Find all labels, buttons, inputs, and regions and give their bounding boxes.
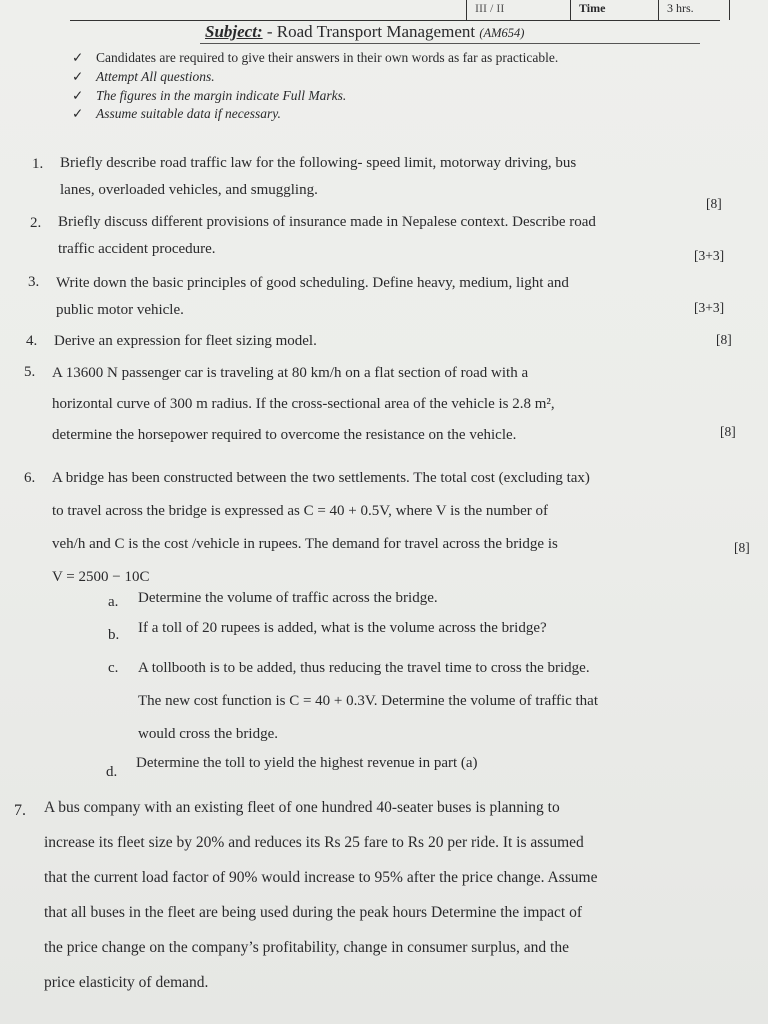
question-7 bbox=[44, 790, 744, 1000]
marks: [8] bbox=[716, 332, 732, 347]
question-line: lanes, overloaded vehicles, and smuggling. bbox=[60, 182, 318, 198]
subpart-text: Determine the volume of traffic across the bridge. bbox=[138, 590, 438, 606]
instruction-item bbox=[72, 106, 281, 122]
question-number: 2. bbox=[30, 215, 42, 231]
check-icon: ✓ bbox=[72, 88, 84, 103]
question-6 bbox=[52, 462, 712, 594]
question-line: that the current load factor of 90% would increase to 95% after the price change. Assume bbox=[44, 869, 598, 886]
question-number: 5. bbox=[24, 364, 36, 380]
question-line: Briefly describe road traffic law for the following- speed limit, motorway driving, bus bbox=[60, 155, 577, 171]
question-number: 4. bbox=[26, 333, 38, 349]
instruction-item bbox=[72, 88, 346, 104]
subpart-label: a. bbox=[108, 594, 119, 610]
question-line: horizontal curve of 300 m radius. If the cross-sectional area of the vehicle is 2.8 m², bbox=[52, 396, 555, 412]
header-cell-time-value: 3 hrs. bbox=[658, 0, 730, 20]
question-line: public motor vehicle. bbox=[56, 302, 184, 318]
marks: [8] bbox=[720, 424, 736, 439]
subpart-label: b. bbox=[108, 627, 120, 643]
subject-rule bbox=[200, 43, 700, 44]
question-line: Briefly discuss different provisions of insurance made in Nepalese context. Describe road bbox=[58, 214, 596, 230]
question-line: increase its fleet size by 20% and reduces its Rs 25 fare to Rs 20 per ride. It is assumed bbox=[44, 834, 584, 851]
subpart-line: would cross the bridge. bbox=[138, 726, 278, 742]
marks: [8] bbox=[706, 196, 722, 211]
subpart-text: If a toll of 20 rupees is added, what is the volume across the bridge? bbox=[138, 620, 547, 636]
question-line: veh/h and C is the cost /vehicle in rupees. The demand for travel across the bridge is bbox=[52, 536, 558, 552]
subpart-label: c. bbox=[108, 660, 119, 676]
question-line: A bridge has been constructed between the two settlements. The total cost (excluding tax) bbox=[52, 470, 590, 486]
subject-line bbox=[205, 22, 524, 42]
question-line: A 13600 N passenger car is traveling at 80 km/h on a flat section of road with a bbox=[52, 365, 529, 381]
question-line: Write down the basic principles of good scheduling. Define heavy, medium, light and bbox=[56, 275, 569, 291]
question-number: 7. bbox=[14, 802, 26, 819]
check-icon: ✓ bbox=[72, 50, 84, 65]
subject-name: - Road Transport Management bbox=[266, 22, 476, 41]
subject-code: (AM654) bbox=[479, 26, 525, 40]
subpart-label: d. bbox=[106, 764, 118, 780]
check-icon: ✓ bbox=[72, 69, 84, 84]
subpart-line: The new cost function is C = 40 + 0.3V. Determine the volume of traffic that bbox=[138, 693, 599, 709]
question-4 bbox=[54, 328, 704, 355]
subpart-text bbox=[138, 652, 718, 751]
question-line: the price change on the company’s profitability, change in consumer surplus, and the bbox=[44, 939, 569, 956]
instruction-text: The figures in the margin indicate Full Marks. bbox=[96, 88, 347, 103]
instruction-text: Attempt All questions. bbox=[96, 69, 215, 84]
question-line: determine the horsepower required to overcome the resistance on the vehicle. bbox=[52, 427, 517, 443]
marks: [3+3] bbox=[694, 248, 725, 263]
question-line: Derive an expression for fleet sizing model. bbox=[54, 333, 317, 349]
question-2 bbox=[58, 209, 708, 263]
question-line: to travel across the bridge is expressed as C = 40 + 0.5V, where V is the number of bbox=[52, 503, 548, 519]
instruction-item bbox=[72, 69, 215, 85]
instruction-item bbox=[72, 50, 558, 66]
instruction-text: Candidates are required to give their answers in their own words as far as practicable. bbox=[96, 50, 559, 65]
question-line: A bus company with an existing fleet of one hundred 40-seater buses is planning to bbox=[44, 799, 560, 816]
question-5 bbox=[52, 358, 712, 451]
header-cell-level: III / II bbox=[466, 0, 543, 20]
instruction-text: Assume suitable data if necessary. bbox=[96, 106, 281, 121]
question-number: 1. bbox=[32, 156, 44, 172]
marks: [8] bbox=[734, 540, 750, 555]
check-icon: ✓ bbox=[72, 106, 84, 121]
question-3 bbox=[56, 270, 706, 324]
subject-label: Subject: bbox=[205, 22, 263, 41]
question-line: V = 2500 − 10C bbox=[52, 569, 150, 585]
header-table bbox=[70, 0, 720, 21]
subpart-line: A tollbooth is to be added, thus reducing the travel time to cross the bridge. bbox=[138, 660, 590, 676]
question-1 bbox=[60, 150, 700, 204]
marks: [3+3] bbox=[694, 300, 725, 315]
question-line: traffic accident procedure. bbox=[58, 241, 216, 257]
header-cell-time-label: Time bbox=[570, 0, 659, 20]
question-line: price elasticity of demand. bbox=[44, 974, 209, 991]
subpart-text: Determine the toll to yield the highest revenue in part (a) bbox=[136, 755, 478, 771]
question-line: that all buses in the fleet are being used during the peak hours Determine the impact of bbox=[44, 904, 583, 921]
question-number: 3. bbox=[28, 274, 40, 290]
question-number: 6. bbox=[24, 470, 36, 486]
